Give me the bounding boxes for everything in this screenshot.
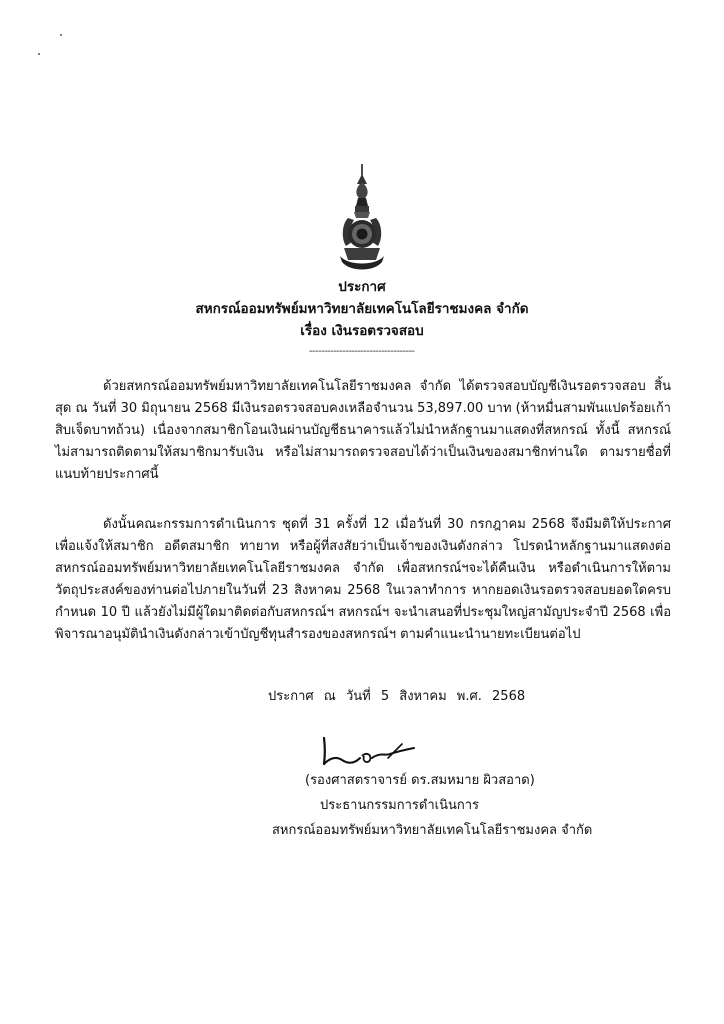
scan-speck: [60, 34, 62, 36]
title-divider: -----------------------------------: [309, 346, 415, 357]
body-paragraph-2: ดังนั้นคณะกรรมการดำเนินการ ชุดที่ 31 ครั้งที่ 12 เมื่อวันที่ 30 กรกฎาคม 2568 จึงมีมติให้ประกาศ เพื่อแจ้งให้สมาชิก อดีตสมาชิก ทายาท หรือผู้ที่สงสัยว่าเป็นเจ้าของเงินดังกล่าว โปรดนำหลักฐานมาแสดงต่อสหกรณ์ออมทรัพย์มหาวิทยาลัยเทคโนโลยีราชมงคล จำกัด เพื่อสหกรณ์ฯจะได้คืนเงิน หรือดำเนินการให้ตามวัตถุประสงค์ของท่านต่อไปภายในวันที่ 23 สิงหาคม 2568 ในเวลาทำการ หากยอดเงินรอตรวจสอบยอดใดครบกำหนด 10 ปี แล้วยังไม่มีผู้ใดมาติดต่อกับสหกรณ์ฯ สหกรณ์ฯ จะนำเสนอที่ประชุมใหญ่สามัญประจำปี 2568 เพื่อพิจารณาอนุมัตินำเงินดังกล่าวเข้าบัญชีทุนสำรองของสหกรณ์ฯ ตามคำแนะนำนายทะเบียนต่อไป: [55, 517, 671, 642]
scan-speck: [38, 53, 40, 55]
dateline: ประกาศ ณ วันที่ 5 สิงหาคม พ.ศ. 2568: [268, 689, 526, 704]
university-emblem-icon: [338, 162, 386, 274]
handwritten-signature-icon: [318, 734, 418, 768]
subject-line: เรื่อง เงินรอตรวจสอบ: [300, 323, 424, 339]
organization-title: สหกรณ์ออมทรัพย์มหาวิทยาลัยเทคโนโลยีราชมงคล จำกัด: [195, 301, 529, 317]
signatory-position: ประธานกรรมการดำเนินการ: [320, 798, 480, 813]
announcement-heading: ประกาศ: [338, 279, 386, 295]
signatory-name: (รองศาสตราจารย์ ดร.สมหมาย ผิวสอาด): [305, 773, 535, 788]
body-paragraph-1: ด้วยสหกรณ์ออมทรัพย์มหาวิทยาลัยเทคโนโลยีราชมงคล จำกัด ได้ตรวจสอบบัญชีเงินรอตรวจสอบ สิ้นสุด ณ วันที่ 30 มิถุนายน 2568 มีเงินรอตรวจสอบคงเหลือจำนวน 53,897.00 บาท (ห้าหมื่นสามพันแปดร้อยเก้าสิบเจ็ดบาทถ้วน) เนื่องจากสมาชิกโอนเงินผ่านบัญชีธนาคารแล้วไม่นำหลักฐานมาแสดงที่สหกรณ์ ทั้งนี้ สหกรณ์ไม่สามารถติดตามให้สมาชิกมารับเงิน หรือไม่สามารถตรวจสอบได้ว่าเป็นเงินของสมาชิกท่านใด ตามรายชื่อที่แนบท้ายประกาศนี้: [55, 379, 671, 482]
signatory-organization: สหกรณ์ออมทรัพย์มหาวิทยาลัยเทคโนโลยีราชมงคล จำกัด: [272, 823, 593, 838]
